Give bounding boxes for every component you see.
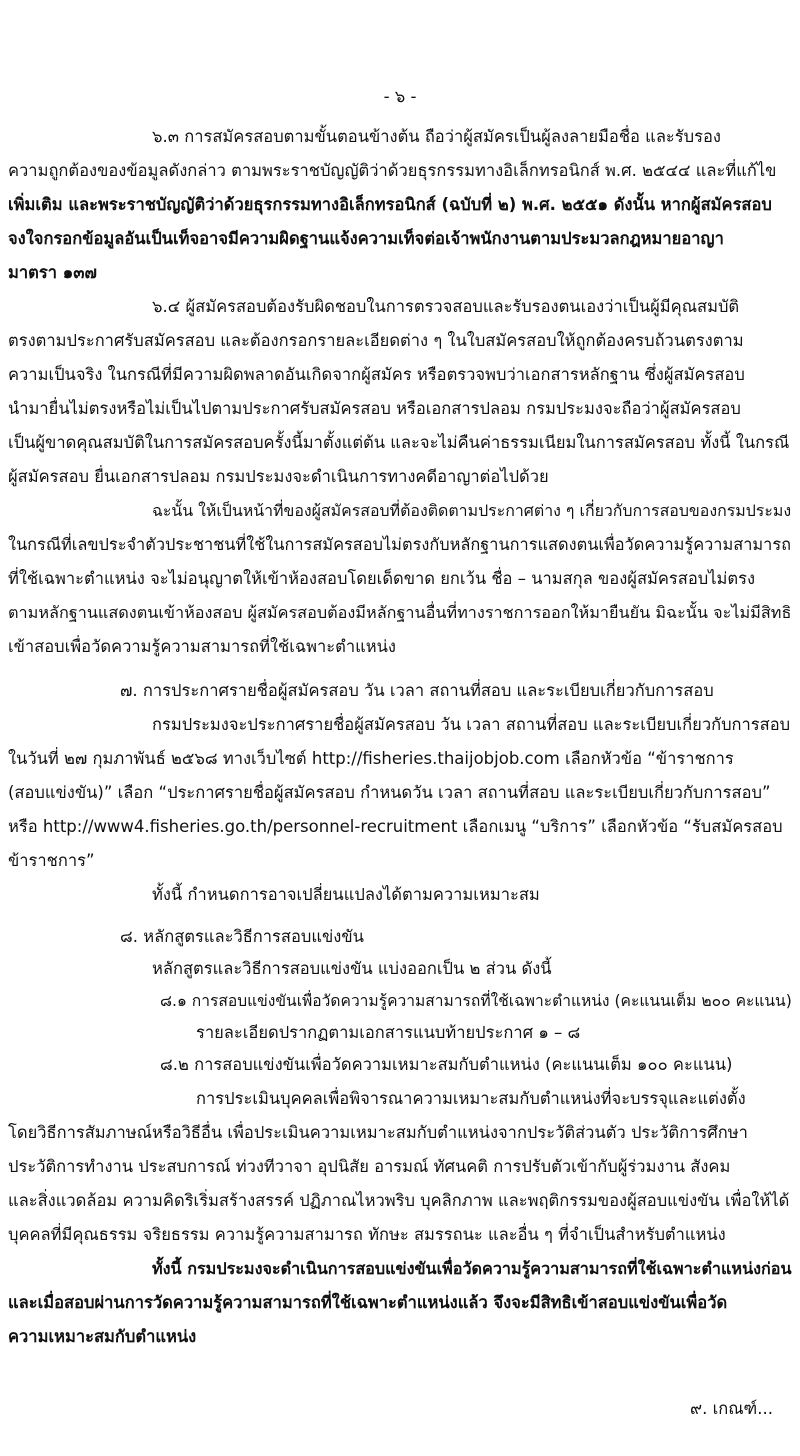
text-line: ความเหมาะสมกับตำแหน่ง [8, 1327, 197, 1346]
section-8-heading: ๘. หลักสูตรและวิธีการสอบแข่งขัน [120, 927, 364, 946]
text-line: (สอบแข่งขัน)” เลือก “ประกาศรายชื่อผู้สมัครสอบ กำหนดวัน เวลา สถานที่สอบ และระเบียบเกี่ยวกับการสอบ” [8, 783, 771, 802]
item-8-2: ๘.๒ การสอบแข่งขันเพื่อวัดความเหมาะสมกับตำแหน่ง (คะแนนเต็ม ๑๐๐ คะแนน) [160, 1055, 733, 1074]
text-line: ที่ใช้เฉพาะตำแหน่ง จะไม่อนุญาตให้เข้าห้องสอบโดยเด็ดขาด ยกเว้น ชื่อ – นามสกุล ของผู้สมัครสอบไม่ตรง [8, 569, 756, 588]
text-line: ความเป็นจริง ในกรณีที่มีความผิดพลาดอันเกิดจากผู้สมัคร หรือตรวจพบว่าเอกสารหลักฐาน ซึ่งผู้สมัครสอบ [8, 365, 745, 384]
item-8-1-detail: รายละเอียดปรากฏตามเอกสารแนบท้ายประกาศ ๑ – ๘ [196, 1023, 581, 1042]
text-line: ตรงตามประกาศรับสมัครสอบ และต้องกรอกรายละเอียดต่าง ๆ ในใบสมัครสอบให้ถูกต้องครบถ้วนตรงตาม [8, 331, 744, 350]
text-line: โดยวิธีการสัมภาษณ์หรือวิธีอื่น เพื่อประเมินความเหมาะสมกับตำแหน่งจากประวัติส่วนตัว ประวัติการศึกษา [8, 1123, 748, 1142]
text-line: ผู้สมัครสอบ ยื่นเอกสารปลอม กรมประมงจะดำเนินการทางคดีอาญาต่อไปด้วย [8, 467, 549, 486]
text-line: ๖.๔ ผู้สมัครสอบต้องรับผิดชอบในการตรวจสอบและรับรองตนเองว่าเป็นผู้มีคุณสมบัติ [152, 297, 740, 316]
page-number: - ๖ - [383, 87, 417, 106]
text-line: ประวัติการทำงาน ประสบการณ์ ท่วงทีวาจา อุปนิสัย อารมณ์ ทัศนคติ การปรับตัวเข้ากับผู้ร่วมงาน สังคม [8, 1157, 731, 1176]
text-line: ฉะนั้น ให้เป็นหน้าที่ของผู้สมัครสอบที่ต้องติดตามประกาศต่าง ๆ เกี่ยวกับการสอบของกรมประมง [152, 501, 792, 520]
text-line: ในกรณีที่เลขประจำตัวประชาชนที่ใช้ในการสมัครสอบไม่ตรงกับหลักฐานการแสดงตนเพื่อวัดความรู้ความสามารถ [8, 535, 792, 554]
text-line: ทั้งนี้ กรมประมงจะดำเนินการสอบแข่งขันเพื่อวัดความรู้ความสามารถที่ใช้เฉพาะตำแหน่งก่อน [152, 1259, 792, 1278]
text-line: หรือ http://www4.fisheries.go.th/personnel-recruitment เลือกเมนู “บริการ” เลือกหัวข้อ “รับสมัครสอบ [8, 817, 783, 836]
item-8-1: ๘.๑ การสอบแข่งขันเพื่อวัดความรู้ความสามารถที่ใช้เฉพาะตำแหน่ง (คะแนนเต็ม ๒๐๐ คะแนน) [160, 992, 792, 1010]
text-line: ตามหลักฐานแสดงตนเข้าห้องสอบ ผู้สมัครสอบต้องมีหลักฐานอื่นที่ทางราชการออกให้มายืนยัน มิฉะนั้น จะไม่มีสิทธิ [8, 603, 792, 622]
text-line: มาตรา ๑๓๗ [8, 263, 97, 282]
text-line: นำมายื่นไม่ตรงหรือไม่เป็นไปตามประกาศรับสมัครสอบ หรือเอกสารปลอม กรมประมงจะถือว่าผู้สมัครสอบ [8, 399, 741, 418]
text-line: และสิ่งแวดล้อม ความคิดริเริ่มสร้างสรรค์ ปฏิภาณไหวพริบ บุคลิกภาพ และพฤติกรรมของผู้สอบแข่งขัน เพื่อให้ได้ [8, 1191, 790, 1210]
section-7-note: ทั้งนี้ กำหนดการอาจเปลี่ยนแปลงได้ตามความเหมาะสม [152, 885, 540, 904]
text-line: เข้าสอบเพื่อวัดความรู้ความสามารถที่ใช้เฉพาะตำแหน่ง [8, 637, 396, 656]
text-line: ความถูกต้องของข้อมูลดังกล่าว ตามพระราชบัญญัติว่าด้วยธุรกรรมทางอิเล็กทรอนิกส์ พ.ศ. ๒๕๔๔ และที่แก้ไข [8, 161, 777, 180]
section-7-heading: ๗. การประกาศรายชื่อผู้สมัครสอบ วัน เวลา สถานที่สอบ และระเบียบเกี่ยวกับการสอบ [120, 681, 714, 700]
section-8-intro: หลักสูตรและวิธีการสอบแข่งขัน แบ่งออกเป็น ๒ ส่วน ดังนี้ [152, 959, 552, 978]
text-line: เป็นผู้ขาดคุณสมบัติในการสมัครสอบครั้งนี้มาตั้งแต่ต้น และจะไม่คืนค่าธรรมเนียมในการสมัครสอบ ทั้งนี้ ในกรณี [8, 433, 790, 452]
text-line: ข้าราชการ” [8, 851, 95, 870]
text-line: ในวันที่ ๒๗ กุมภาพันธ์ ๒๕๖๘ ทางเว็บไซต์ http://fisheries.thaijobjob.com เลือกหัวข้อ “ข้าราชการ [8, 749, 734, 768]
text-line: และเมื่อสอบผ่านการวัดความรู้ความสามารถที่ใช้เฉพาะตำแหน่งแล้ว จึงจะมีสิทธิเข้าสอบแข่งขันเพื่อวัด [8, 1293, 728, 1312]
text-line: เพิ่มเติม และพระราชบัญญัติว่าด้วยธุรกรรมทางอิเล็กทรอนิกส์ (ฉบับที่ ๒) พ.ศ. ๒๕๕๑ ดังนั้น หากผู้สมัครสอบ [8, 195, 772, 214]
text-line: การประเมินบุคคลเพื่อพิจารณาความเหมาะสมกับตำแหน่งที่จะบรรจุและแต่งตั้ง [196, 1089, 746, 1108]
text-line: บุคคลที่มีคุณธรรม จริยธรรม ความรู้ความสามารถ ทักษะ สมรรถนะ และอื่น ๆ ที่จำเป็นสำหรับตำแหน่ง [8, 1225, 726, 1244]
text-line: จงใจกรอกข้อมูลอันเป็นเท็จอาจมีความผิดฐานแจ้งความเท็จต่อเจ้าพนักงานตามประมวลกฎหมายอาญา [8, 229, 724, 248]
continuation-marker: ๙. เกณฑ์... [690, 1399, 773, 1418]
text-line: ๖.๓ การสมัครสอบตามขั้นตอนข้างต้น ถือว่าผู้สมัครเป็นผู้ลงลายมือชื่อ และรับรอง [152, 127, 721, 146]
text-line: กรมประมงจะประกาศรายชื่อผู้สมัครสอบ วัน เวลา สถานที่สอบ และระเบียบเกี่ยวกับการสอบ [152, 715, 791, 734]
